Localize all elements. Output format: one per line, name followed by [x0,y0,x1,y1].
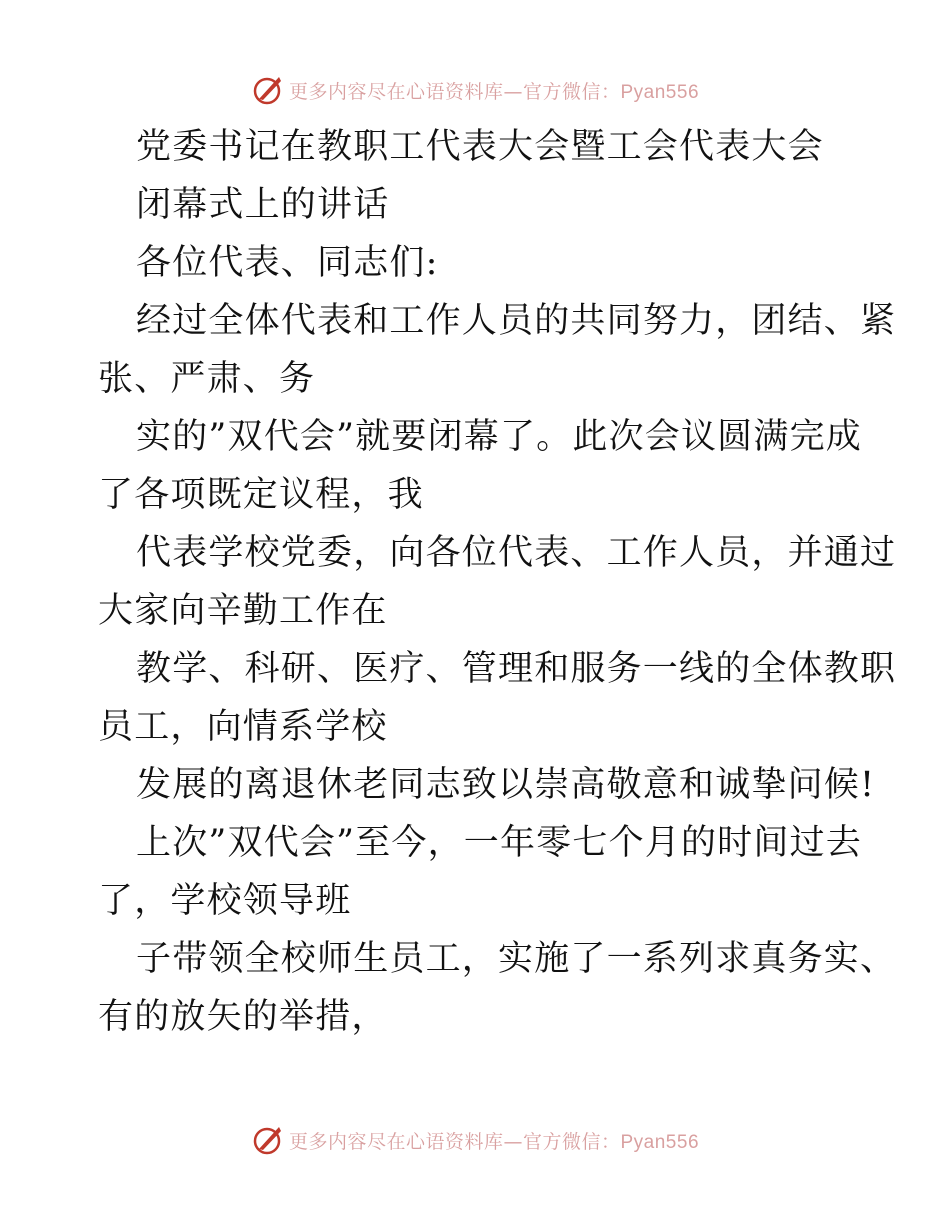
text-line: 员工，向情系学校 [98,707,388,747]
text-line: 子带领全校师生员工，实施了一系列求真务实、 [136,939,897,979]
text-line: 教学、科研、医疗、管理和服务一线的全体教职 [136,649,897,689]
quill-logo-icon [251,1123,285,1157]
text-line: 上次”双代会”至今，一年零七个月的时间过去 [136,823,862,863]
text-line: 党委书记在教职工代表大会暨工会代表大会 [136,127,824,167]
footer-watermark [0,1120,950,1160]
text-line: 发展的离退休老同志致以崇高敬意和诚挚问候! [136,765,876,805]
watermark-text: 更多内容尽在心语资料库—官方微信：Pyan556 [288,80,700,103]
text-line: 闭幕式上的讲话 [136,185,390,225]
quill-logo-icon [251,73,285,107]
text-line: 经过全体代表和工作人员的共同努力，团结、紧 [136,301,897,341]
text-line: 实的”双代会”就要闭幕了。此次会议圆满完成 [136,417,862,457]
text-line: 张、严肃、务 [98,359,316,399]
watermark-text: 更多内容尽在心语资料库—官方微信：Pyan556 [288,1130,700,1153]
text-line: 各位代表、同志们: [136,243,439,283]
text-line: 有的放矢的举措， [98,997,388,1037]
header-watermark [0,70,950,110]
text-line: 了各项既定议程，我 [98,475,424,515]
text-line: 了，学校领导班 [98,881,352,921]
text-line: 大家向辛勤工作在 [98,591,388,631]
document-body [98,118,897,1046]
text-line: 代表学校党委，向各位代表、工作人员，并通过 [136,533,897,573]
